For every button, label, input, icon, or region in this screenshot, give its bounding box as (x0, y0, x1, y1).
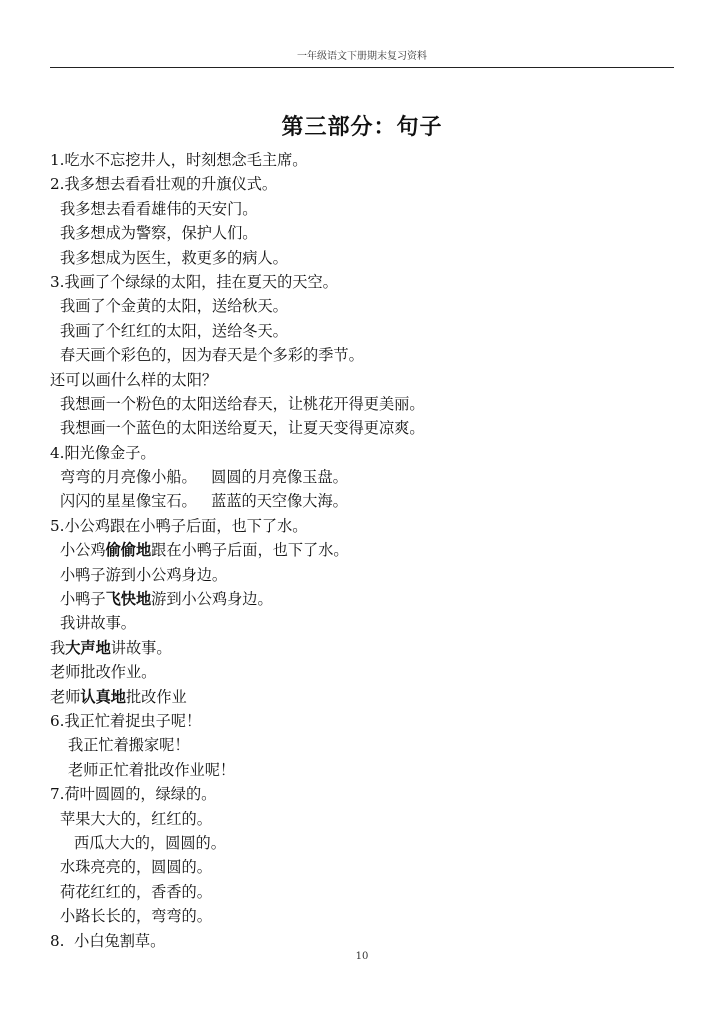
sentence-line: 我画了个红红的太阳，送给冬天。 (60, 321, 288, 340)
sentence-part: 我 (50, 638, 66, 657)
sentence-line: 闪闪的星星像宝石。 蓝蓝的天空像大海。 (60, 492, 348, 511)
sentence-line: 7.荷叶圆圆的，绿绿的。 (50, 785, 217, 804)
sentence-part: 游到小公鸡身边。 (151, 590, 273, 609)
sentence-line: 3.我画了个绿绿的太阳，挂在夏天的天空。 (50, 272, 338, 291)
sentence-line: 我多想成为警察，保护人们。 (60, 224, 258, 243)
sentence-part: 批改作业 (125, 687, 187, 706)
sentence-part: 跟在小鸭子后面，也下了水。 (151, 541, 349, 560)
sentence-line: 8. 小白兔割草。 (50, 931, 166, 950)
sentence-line (50, 636, 674, 660)
sentence-line: 2.我多想去看看壮观的升旗仪式。 (50, 175, 278, 194)
sentence-line: 小路长长的，弯弯的。 (60, 907, 212, 926)
page-header: 一年级语文下册期末复习资料 (297, 51, 427, 62)
emphasized-word: 飞快地 (105, 590, 152, 609)
sentence-part: 讲故事。 (110, 638, 172, 657)
sentence-line: 苹果大大的，红红的。 (60, 809, 212, 828)
header-rule (50, 67, 674, 68)
sentence-line: 弯弯的月亮像小船。 圆圆的月亮像玉盘。 (60, 468, 348, 487)
sentence-line: 老师批改作业。 (50, 663, 157, 682)
sentence-line: 我多想去看看雄伟的天安门。 (60, 199, 258, 218)
sentence-part: 小鸭子 (60, 590, 106, 609)
sentence-list (50, 148, 674, 953)
emphasized-word: 偷偷地 (105, 541, 152, 560)
sentence-part: 老师 (50, 687, 81, 706)
sentence-part: 小公鸡 (60, 541, 106, 560)
sentence-line: 6.我正忙着捉虫子呢！ (50, 711, 202, 730)
sentence-line: 荷花红红的，香香的。 (60, 882, 212, 901)
emphasized-word: 认真地 (80, 687, 126, 706)
sentence-line: 5.小公鸡跟在小鸭子后面，也下了水。 (50, 516, 308, 535)
sentence-line: 我想画一个粉色的太阳送给春天，让桃花开得更美丽。 (60, 394, 425, 413)
sentence-line: 春天画个彩色的，因为春天是个多彩的季节。 (60, 346, 364, 365)
sentence-line: 老师正忙着批改作业呢！ (68, 760, 236, 779)
sentence-line: 小鸭子游到小公鸡身边。 (60, 565, 228, 584)
sentence-line: 还可以画什么样的太阳？ (50, 370, 218, 389)
section-title: 第三部分：句子 (281, 114, 443, 140)
sentence-line (50, 685, 674, 709)
sentence-line: 我画了个金黄的太阳，送给秋天。 (60, 297, 288, 316)
sentence-line: 1.吃水不忘挖井人，时刻想念毛主席。 (50, 151, 308, 169)
page-number: 10 (355, 951, 369, 962)
sentence-line: 我多想成为医生，救更多的病人。 (60, 248, 288, 267)
sentence-line: 我讲故事。 (60, 614, 136, 633)
sentence-line: 西瓜大大的，圆圆的。 (74, 833, 226, 852)
sentence-line: 我想画一个蓝色的太阳送给夏天，让夏天变得更凉爽。 (60, 419, 425, 438)
sentence-line: 水珠亮亮的，圆圆的。 (60, 858, 212, 877)
sentence-line (50, 538, 674, 562)
sentence-line: 4.阳光像金子。 (50, 443, 156, 462)
emphasized-word: 大声地 (65, 638, 111, 657)
sentence-line: 我正忙着搬家呢！ (68, 736, 190, 755)
sentence-line (50, 587, 674, 611)
